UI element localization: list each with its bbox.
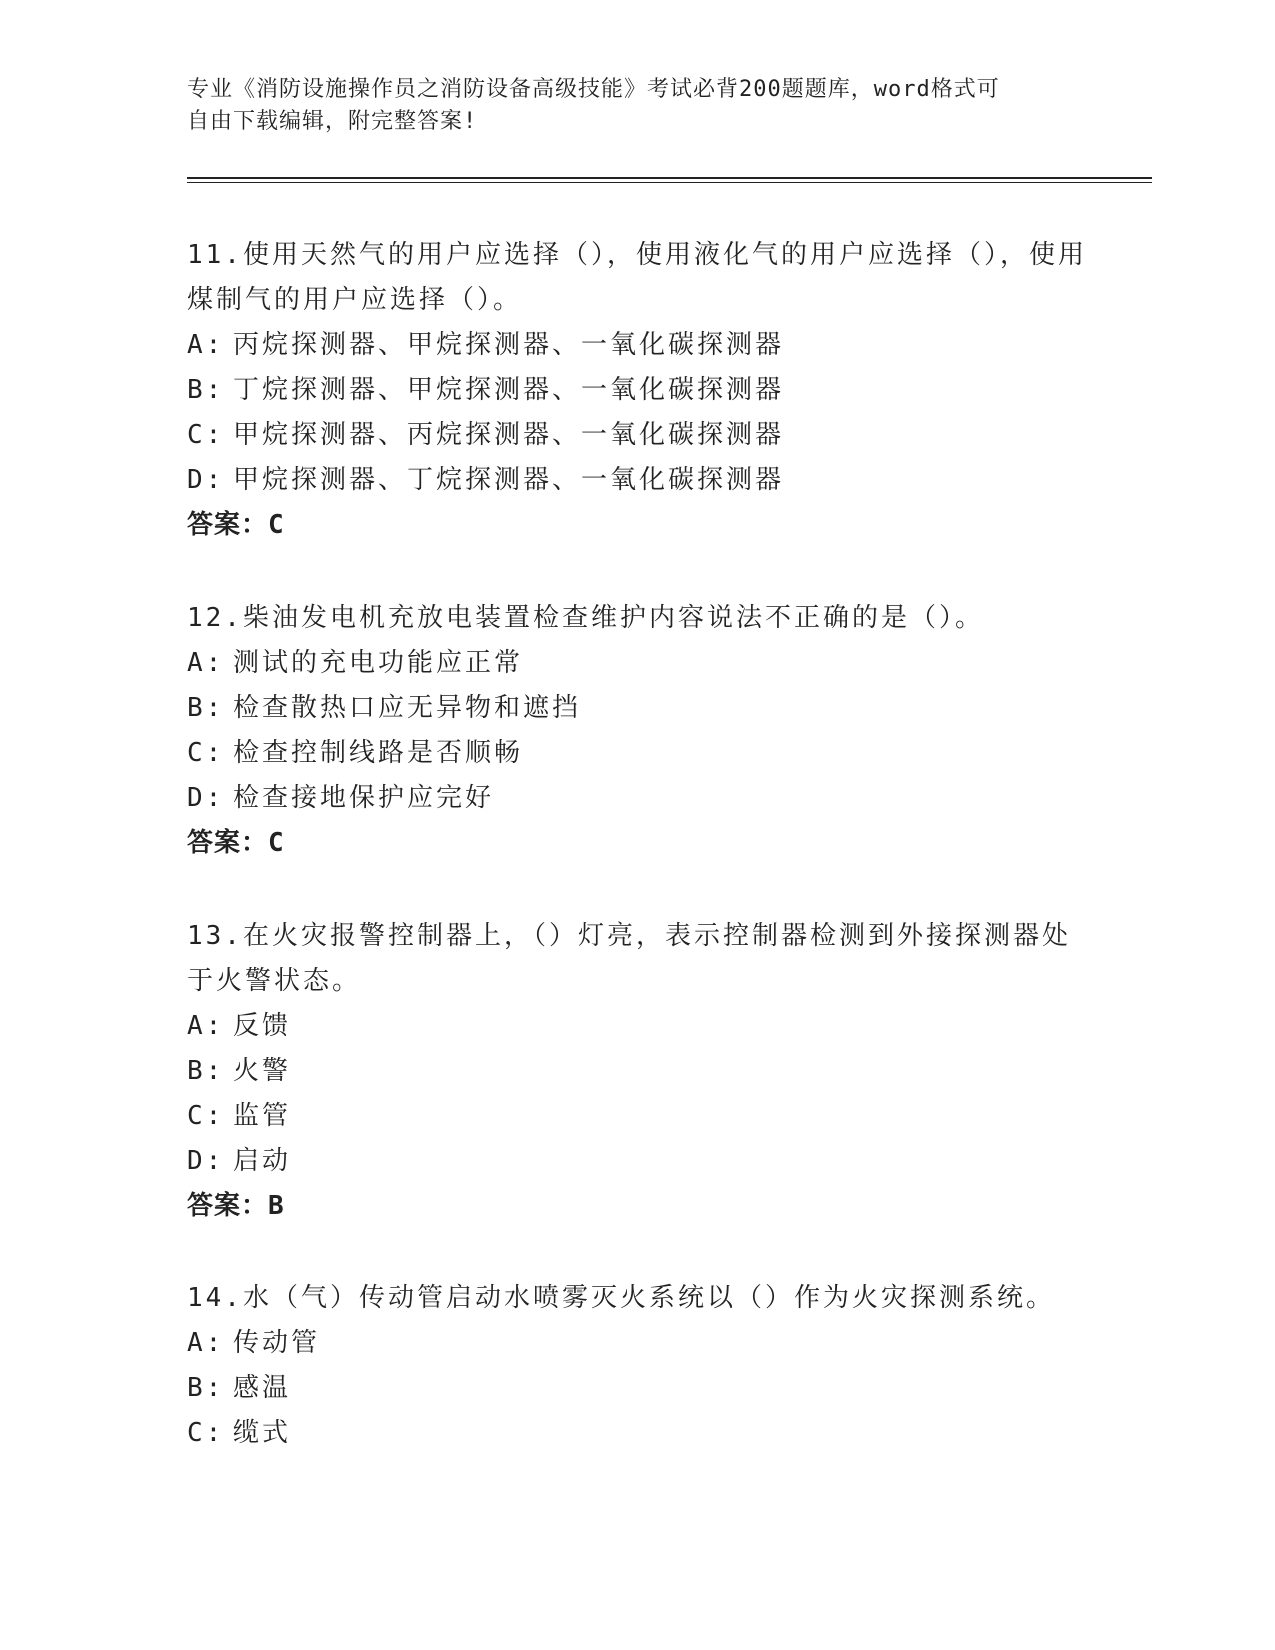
option-text: 反馈 bbox=[233, 1011, 292, 1041]
option-key: C: bbox=[187, 1418, 225, 1448]
option-key: A: bbox=[187, 1328, 225, 1358]
option-b bbox=[187, 1366, 1087, 1411]
option-c bbox=[187, 1094, 1087, 1139]
option-d bbox=[187, 458, 1087, 503]
option-text: 甲烷探测器、丙烷探测器、一氧化碳探测器 bbox=[233, 420, 785, 450]
question-stem: 11.使用天然气的用户应选择（），使用液化气的用户应选择（），使用煤制气的用户应选择（）。 bbox=[187, 240, 1087, 315]
option-text: 测试的充电功能应正常 bbox=[233, 648, 524, 678]
question-stem: 12.柴油发电机充放电装置检查维护内容说法不正确的是（）。 bbox=[187, 603, 984, 633]
header-divider bbox=[187, 177, 1152, 183]
option-text: 传动管 bbox=[233, 1328, 321, 1358]
answer: 答案：C bbox=[187, 828, 285, 858]
option-text: 感温 bbox=[233, 1373, 292, 1403]
question-13 bbox=[187, 914, 1087, 1229]
header-line-1: 专业《消防设施操作员之消防设备高级技能》考试必背200题题库，word格式可 bbox=[187, 77, 1000, 102]
option-key: A: bbox=[187, 648, 225, 678]
option-c bbox=[187, 1411, 1087, 1456]
option-text: 检查控制线路是否顺畅 bbox=[233, 738, 524, 768]
question-12 bbox=[187, 596, 1087, 866]
question-14 bbox=[187, 1276, 1087, 1456]
option-key: A: bbox=[187, 330, 225, 360]
question-stem: 14.水（气）传动管启动水喷雾灭火系统以（）作为火灾探测系统。 bbox=[187, 1283, 1055, 1313]
option-key: B: bbox=[187, 375, 225, 405]
option-text: 丁烷探测器、甲烷探测器、一氧化碳探测器 bbox=[233, 375, 785, 405]
option-a bbox=[187, 323, 1087, 368]
option-b bbox=[187, 1049, 1087, 1094]
option-text: 检查接地保护应完好 bbox=[233, 783, 495, 813]
option-key: C: bbox=[187, 738, 225, 768]
option-text: 缆式 bbox=[233, 1418, 292, 1448]
option-text: 启动 bbox=[233, 1146, 292, 1176]
option-text: 监管 bbox=[233, 1101, 292, 1131]
option-b bbox=[187, 686, 1087, 731]
option-d bbox=[187, 776, 1087, 821]
answer: 答案：C bbox=[187, 510, 285, 540]
option-key: D: bbox=[187, 1146, 225, 1176]
option-text: 丙烷探测器、甲烷探测器、一氧化碳探测器 bbox=[233, 330, 785, 360]
question-11 bbox=[187, 233, 1087, 548]
option-key: C: bbox=[187, 1101, 225, 1131]
option-c bbox=[187, 731, 1087, 776]
option-a bbox=[187, 1004, 1087, 1049]
option-key: C: bbox=[187, 420, 225, 450]
option-b bbox=[187, 368, 1087, 413]
answer: 答案：B bbox=[187, 1191, 285, 1221]
document-header bbox=[187, 74, 1087, 138]
question-stem: 13.在火灾报警控制器上，（）灯亮，表示控制器检测到外接探测器处于火警状态。 bbox=[187, 921, 1071, 996]
option-a bbox=[187, 1321, 1087, 1366]
header-line-2: 自由下载编辑，附完整答案! bbox=[187, 109, 478, 134]
option-key: B: bbox=[187, 1373, 225, 1403]
option-key: A: bbox=[187, 1011, 225, 1041]
option-d bbox=[187, 1139, 1087, 1184]
option-text: 检查散热口应无异物和遮挡 bbox=[233, 693, 582, 723]
option-key: B: bbox=[187, 693, 225, 723]
option-text: 火警 bbox=[233, 1056, 292, 1086]
option-key: B: bbox=[187, 1056, 225, 1086]
option-key: D: bbox=[187, 783, 225, 813]
option-text: 甲烷探测器、丁烷探测器、一氧化碳探测器 bbox=[233, 465, 785, 495]
option-key: D: bbox=[187, 465, 225, 495]
option-c bbox=[187, 413, 1087, 458]
option-a bbox=[187, 641, 1087, 686]
